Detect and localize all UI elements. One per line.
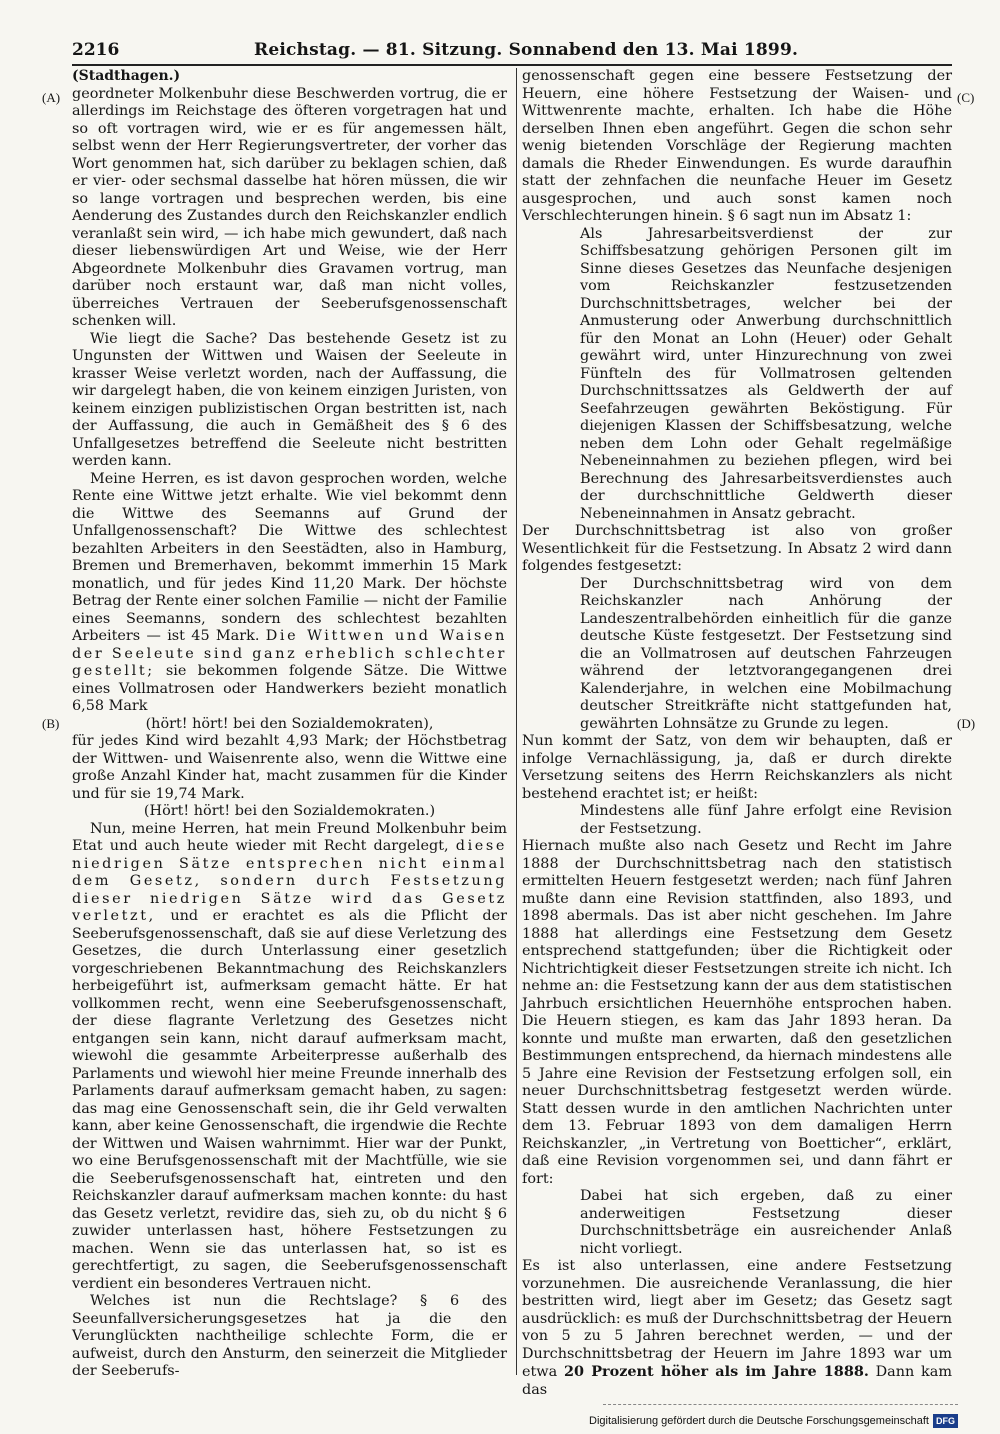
paragraph-text: Dann kam das [522,1364,952,1398]
paragraph: genossenschaft gegen eine bessere Festsetzung der Heuern, eine höhere Festsetzung der Waisen- und Wittwenrente machte, erhalten. Ich habe die Höhe derselben Ihnen eben angeführt. Gegen die schon sehr wenig bietenden Vorschläge der Regierung machten damals die Rheder Einwendungen. Es wurde daraufhin statt der zehnfachen die neunfache Heuer im Gesetz ausgesprochen, und auch sonst kamen noch Verschlechterungen hinein. § 6 sagt nun im Absatz 1: [522,68,952,224]
law-quote: Mindestens alle fünf Jahre erfolgt eine Revision der Festsetzung. [580,803,952,837]
page-number: 2216 [72,40,120,60]
interjection: (Hört! hört! bei den Sozialdemokraten.) [143,803,436,819]
law-quote: Als Jahresarbeitsverdienst der zur Schiffsbesatzung gehörigen Personen gilt im Sinne dieses Gesetzes das Neunfache desjenigen vom Reichskanzler festzusetzenden Durchschnittsbetrages, welcher bei der Anmusterung oder Anwerbung durchschnittlich für den Monat an Lohn (Heuer) oder Gehalt gewährt wird, unter Hinzurechnung von zwei Fünfteln des für Vollmatrosen geltenden Durchschnittssatzes als Geldwerth der auf Seefahrzeugen gewährten Beköstigung. Für diejenigen Klassen der Schiffsbesatzung, welche neben dem Lohn oder Gehalt regelmäßige Nebeneinnahmen zu beziehen pflegen, wird bei Berechnung des Jahresarbeitsverdienstes auch der durchschnittliche Geldwerth dieser Nebeneinnahmen in Ansatz gebracht. [580,225,952,522]
paragraph-text: Nun, meine Herren, hat mein Freund Molkenbuhr beim Etat und auch heute wieder mit Recht dargelegt, [72,820,507,854]
paragraph: für jedes Kind wird bezahlt 4,93 Mark; der Höchstbetrag der Wittwen- und Waisenrente also, wenn die Wittwe eine große Anzahl Kinder hat, macht zusammen für die Kinder und für sie 19,74 Mark. [72,733,507,802]
dfg-logo-icon: DFG [933,1414,958,1428]
paragraph [72,471,507,716]
paragraph: geordneter Molkenbuhr diese Beschwerden vortrug, die er allerdings im Reichstage des öfteren vorgetragen hat und so oft vortragen wird, wie er es für angemessen hält, selbst wenn der Herr Regierungsvertreter, der vorher das Wort genommen hat, sich darüber zu beklagen schien, daß er vier- oder sechsmal dasselbe hat hören müssen, die wir so lange vortragen und besprechen werden, bis eine Aenderung des Zustandes durch den Reichskanzler endlich veranlaßt sein wird, — ich habe mich gewundert, daß nach dieser liebenswürdigen Art und Weise, wie der Herr Abgeordnete Molkenbuhr dies Gravamen vortrug, man darüber noch erstaunt war, daß man nicht volles, überreiches Vertrauen der Seeberufsgenossenschaft schenken will. [72,85,507,329]
emphasized-text: diese niedrigen Sätze entsprechen nicht einmal dem Gesetz, sondern durch Festsetzung dieser niedrigen Sätze wird das Gesetz verletzt, [72,838,507,924]
paragraph-text: und er erachtet es als die Pflicht der Seeberufsgenossenschaft, daß sie auf diese Verletzung des Gesetzes, die durch Unterlassung einer gesetzlich vorgeschriebenen Bekanntmachung des Reichskanzlers herbeigeführt ist, aufmerksam gemacht hätte. Er hat vollkommen recht, wenn eine Seeberufsgenossenschaft, der diese flagrante Verletzung des Gesetzes nicht entgangen sein kann, nicht darauf aufmerksam macht, wiewohl die gesammte Arbeiterpresse außerhalb des Parlaments und wiewohl hier meine Freunde innerhalb des Parlaments darauf aufmerksam gemacht haben, zu sagen: das mag eine Genossenschaft sein, die ihr Geld verwalten kann, aber keine Genossenschaft, die irgendwie die Rechte der Wittwen und Waisen wahrnimmt. Hier war der Punkt, wo eine Berufsgenossenschaft mit der Machtfülle, wie sie die Seeberufsgenossenschaft hat, eintreten und den Reichskanzler darauf aufmerksam machen konnte: du hast das Gesetz verletzt, revidire das, sieh zu, ob du nicht § 6 zuwider unterlassen hast, höhere Festsetzungen zu machen. Wenn sie das unterlassen hat, so ist es gerechtfertigt, zu sagen, die Seeberufsgenossenschaft verdient ein besonderes Vertrauen nicht. [72,908,508,1292]
right-column [522,68,952,1398]
column-divider [516,68,517,1375]
law-quote: Der Durchschnittsbetrag wird von dem Reichskanzler nach Anhörung der Landeszentralbehörden einheitlich für die ganze deutsche Küste festgesetzt. Der Festsetzung sind die an Vollmatrosen auf deutschen Fahrzeugen während der letztvorangegangenen drei Kalenderjahre, in welchen eine Mobilmachung deutscher Streitkräfte nicht stattgefunden hat, gewährten Lohnsätze zu Grunde zu legen. [580,575,952,732]
speaker-name: (Stadthagen.) [72,68,181,84]
page-header [72,40,952,66]
paragraph: Hiernach mußte also nach Gesetz und Recht im Jahre 1888 der Durchschnittsbetrag nach den statistisch ermittelten Heuern festgesetzt werden; nach fünf Jahren mußte dann eine Revision stattfinden, also 1893, und 1898 abermals. Das ist aber nicht geschehen. Im Jahre 1888 hat allerdings eine Festsetzung dem Gesetz entsprechend stattgefunden; über die Richtigkeit oder Nichtrichtigkeit dieser Festsetzungen streite ich nicht. Ich nehme an: die Festsetzung kann der aus dem statistischen Jahrbuch ersichtlichen Heuernhöhe entsprochen haben. Die Heuern stiegen, es kam das Jahr 1893 heran. Da konnte und mußte man erwarten, daß den gesetzlichen Bestimmungen entsprechend, da hiernach mindestens alle 5 Jahre eine Revision der Festsetzung erfolgen soll, ein neuer Durchschnittsbetrag festgesetzt werden würde. Statt dessen wurde in den amtlichen Nachrichten unter dem 13. Februar 1893 von dem damaligen Herrn Reichskanzler, „in Vertretung von Boetticher“, erklärt, daß eine Revision vorgenommen sei, und dann fährt er fort: [522,838,952,1187]
digitization-credit [589,1413,958,1429]
paragraph-text: sie bekommen folgende Sätze. Die Wittwe eines Vollmatrosen oder Handwerkers bezieht monatlich 6,58 Mark [72,663,507,714]
footer-divider [603,1404,958,1407]
left-column [72,68,507,1378]
paragraph: Wie liegt die Sache? Das bestehende Gesetz ist zu Ungunsten der Wittwen und Waisen der Seeleute in krasser Weise verletzt worden, nach der Auffassung, die wir dargelegt haben, die von keinem einzigen Juristen, von keinem einzigen publizistischen Organ bestritten ist, nach der Auffassung, die auch in Gemäßheit des § 6 des Unfallgesetzes betreffend die Seeleute nicht bestritten werden kann. [72,330,507,469]
paragraph-text: Es ist also unterlassen, eine andere Festsetzung vorzunehmen. Die ausreichende Veranlassung, die hier bestritten wird, liegt aber im Gesetz; das Gesetz sagt ausdrücklich: es muß der Durchschnittsbetrag der Heuern von 5 zu 5 Jahren berechnet werden, — und der Durchschnittsbetrag der Heuern im Jahre 1893 war um etwa [522,1258,952,1380]
bold-text: 20 Prozent höher als im Jahre 1888. [563,1363,869,1380]
paragraph: Welches ist nun die Rechtslage? § 6 des Seeunfallversicherungsgesetzes hat ja die den Verunglückten nachtheilige schlechte Form, die er aufweist, durch den Ansturm, den seinerzeit die Mitglieder der Seeberufs- [72,1293,507,1379]
credit-text: Digitalisierung gefördert durch die Deutsche Forschungsgemeinschaft [589,1415,929,1427]
paragraph [72,821,507,1294]
margin-marker-b: (B) [42,716,60,731]
margin-marker-d: (D) [957,716,976,731]
paragraph-text: Meine Herren, es ist davon gesprochen worden, welche Rente eine Wittwe jetzt erhalte. Wie viel bekommt denn die Wittwe des Seemanns auf Grund der Unfallgenossenschaft? Die Wittwe des schlechtest bezahlten Arbeiters in den Seestädten, also in Hamburg, Bremen und Bremerhaven, bekommt immerhin 15 Mark monatlich, und für jedes Kind 11,20 Mark. Der höchste Betrag der Rente einer solchen Familie — nicht der Familie eines Seemanns, sondern des schlechtest bezahlten Arbeiters — ist 45 Mark. [72,470,507,644]
paragraph: Der Durchschnittsbetrag ist also von großer Wesentlichkeit für die Festsetzung. In Absatz 2 wird dann folgendes festgesetzt: [522,523,952,574]
margin-marker-c: (C) [957,90,975,105]
margin-marker-a: (A) [42,90,61,105]
law-quote: Dabei hat sich ergeben, daß zu einer anderweitigen Festsetzung dieser Durchschnittsbeträge ein ausreichender Anlaß nicht vorliegt. [580,1188,952,1257]
emphasized-text: Die Wittwen und Waisen der Seeleute sind ganz erheblich schlechter gestellt; [72,628,507,679]
paragraph [522,1258,952,1399]
running-title: Reichstag. — 81. Sitzung. Sonnabend den 13. Mai 1899. [254,40,799,60]
interjection: (hört! hört! bei den Sozialdemokraten), [145,715,434,732]
paragraph: Nun kommt der Satz, von dem wir behaupten, daß er infolge Vernachlässigung, ja, daß er durch direkte Versetzung seitens des Herrn Reichskanzlers als nicht bestehend erachtet ist; er heißt: [522,733,952,802]
